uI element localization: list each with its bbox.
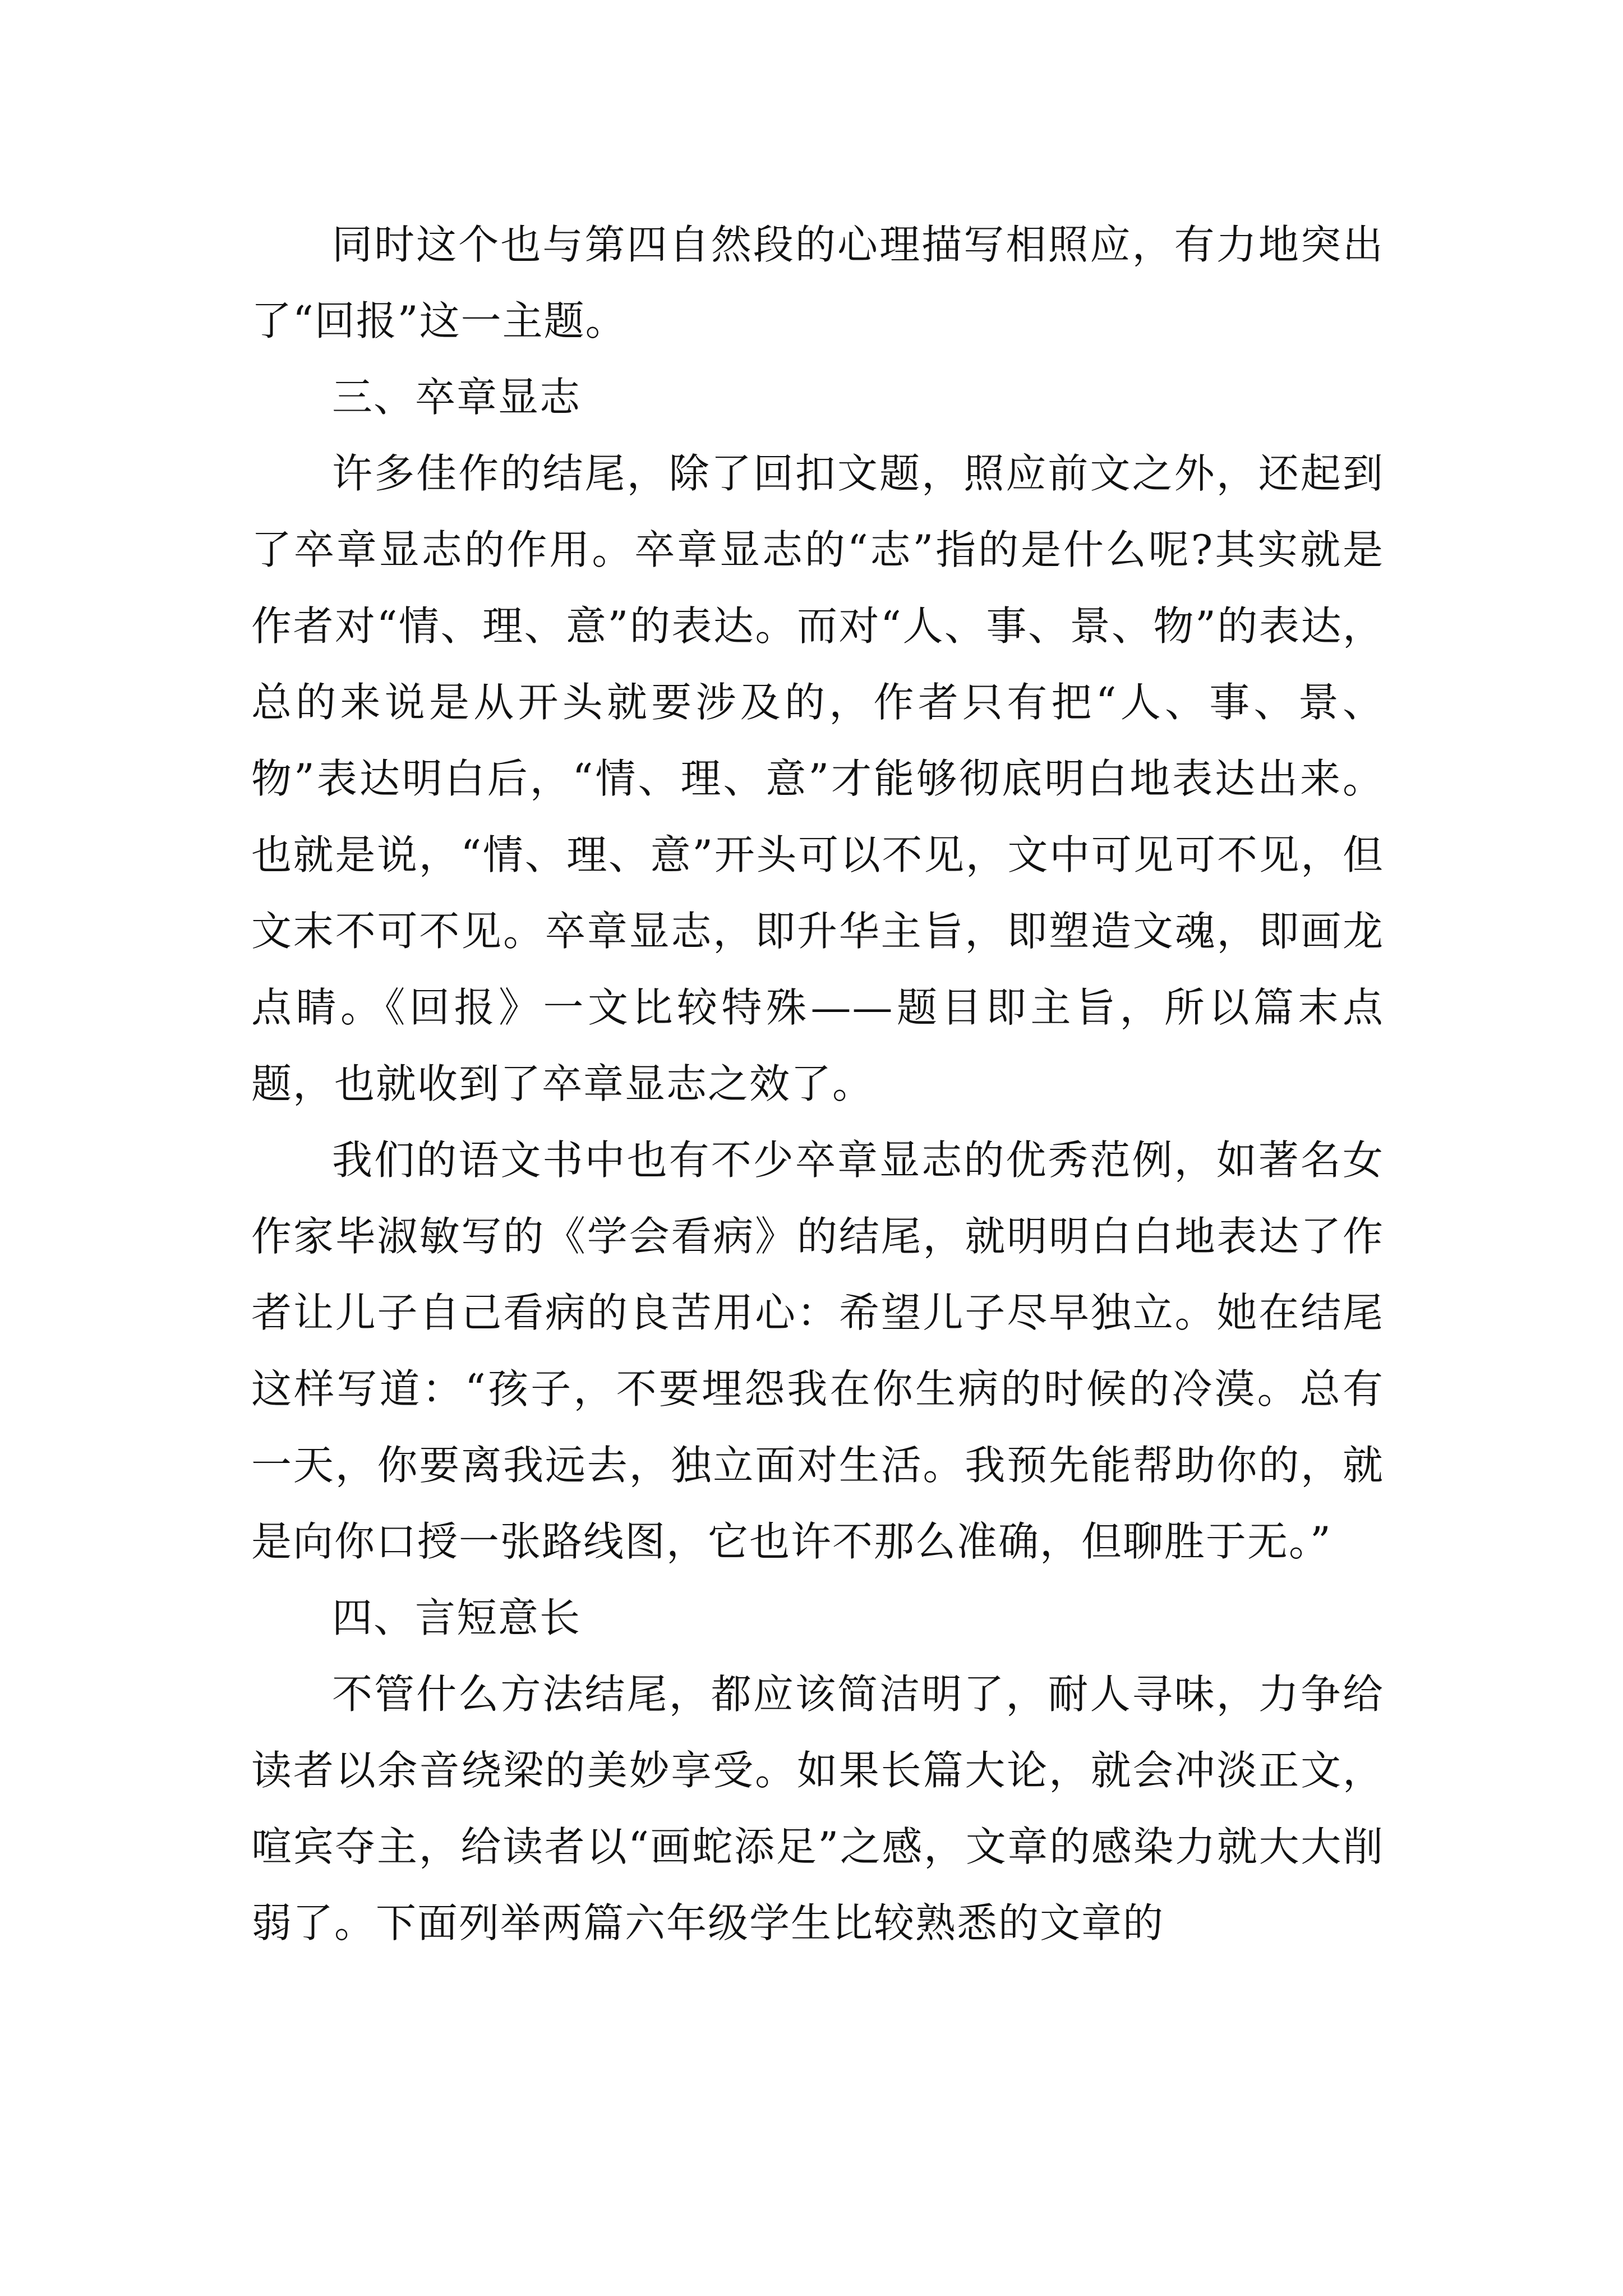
paragraph-continuation: 同时这个也与第四自然段的心理描写相照应，有力地突出了“回报”这一主题。 xyxy=(251,221,1384,344)
section-heading-four: 四、言短意长 xyxy=(332,1594,582,1641)
paragraph-zuzhang-xianzhi: 许多佳作的结尾，除了回扣文题，照应前文之外，还起到了卒章显志的作用。卒章显志的“志”指的是什么呢?其实就是作者对“情、理、意”的表达。而对“人、事、景、物”的表达，总的来说是从开头就要涉及的，作者只有把“人、事、景、物”表达明白后，“情、理、意”才能够彻底明白地表达出来。也就是说，“情、理、意”开头可以不见，文中可见可不见，但文末不可不见。卒章显志，即升华主旨，即塑造文魂，即画龙点睛。《回报》一文比较特殊——题目即主旨，所以篇末点题，也就收到了卒章显志之效了。 xyxy=(251,450,1384,1107)
paragraph-textbook-examples: 我们的语文书中也有不少卒章显志的优秀范例，如著名女作家毕淑敏写的《学会看病》的结尾，就明明白白地表达了作者让儿子自己看病的良苦用心：希望儿子尽早独立。她在结尾这样写道：“孩子，不要埋怨我在你生病的时候的冷漠。总有一天，你要离我远去，独立面对生活。我预先能帮助你的，就是向你口授一张路线图，它也许不那么准确，但聊胜于无。” xyxy=(251,1137,1384,1565)
paragraph-concise-ending: 不管什么方法结尾，都应该简洁明了，耐人寻味，力争给读者以余音绕梁的美妙享受。如果长篇大论，就会冲淡正文，喧宾夺主，给读者以“画蛇添足”之感，文章的感染力就大大削弱了。下面列举两篇六年级学生比较熟悉的文章的 xyxy=(251,1671,1384,1947)
section-heading-three: 三、卒章显志 xyxy=(332,374,582,421)
document-body xyxy=(251,206,1384,1961)
